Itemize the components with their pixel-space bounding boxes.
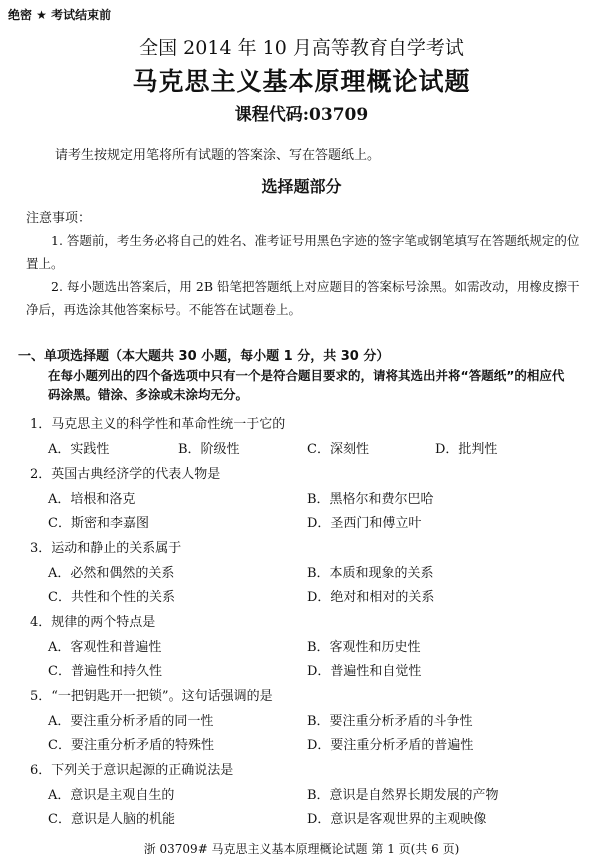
- option-b: B．要注重分析矛盾的斗争性: [307, 714, 473, 729]
- option-d: D．普遍性和自觉性: [307, 664, 422, 679]
- question-stem: 5．“一把钥匙开一把锁”。这句话强调的是: [30, 689, 273, 704]
- option-b: B．意识是自然界长期发展的产物: [307, 788, 499, 803]
- option-c: C．普遍性和持久性: [48, 664, 162, 679]
- section-description: 在每小题列出的四个备选项中只有一个是符合题目要求的，请将其选出并将“答题纸”的相应代码涂黑。错涂、多涂或未涂均无分。: [48, 368, 565, 402]
- part-title: 选择题部分: [261, 177, 342, 196]
- answer-instruction: 请考生按规定用笔将所有试题的答案涂、写在答题纸上。: [55, 148, 381, 163]
- course-code: 课程代码:03709: [234, 105, 369, 125]
- option-d: D．要注重分析矛盾的普遍性: [307, 738, 474, 753]
- question-stem: 1．马克思主义的科学性和革命性统一于它的: [30, 417, 286, 432]
- secret-label: 绝密 ★ 考试结束前: [8, 8, 112, 22]
- question-stem: 3．运动和静止的关系属于: [30, 541, 182, 556]
- exam-title: 全国 2014 年 10 月高等教育自学考试: [139, 37, 464, 59]
- option-b: B．本质和现象的关系: [307, 566, 434, 581]
- notes-title: 注意事项：: [26, 211, 92, 226]
- option-c: C．深刻性: [307, 442, 369, 457]
- question-stem: 4．规律的两个特点是: [30, 615, 156, 630]
- option-c: C．要注重分析矛盾的特殊性: [48, 738, 214, 753]
- option-c: C．意识是人脑的机能: [48, 812, 175, 827]
- question-stem: 6．下列关于意识起源的正确说法是: [30, 763, 234, 778]
- option-a: A．实践性: [48, 442, 110, 457]
- option-c: C．斯密和李嘉图: [48, 516, 149, 531]
- option-c: C．共性和个性的关系: [48, 590, 175, 605]
- option-b: B．客观性和历史性: [307, 640, 421, 655]
- option-a: A．意识是主观自生的: [48, 788, 175, 803]
- option-d: D．意识是客观世界的主观映像: [307, 812, 487, 827]
- option-a: A．客观性和普遍性: [48, 640, 162, 655]
- section-title: 一、单项选择题（本大题共 30 小题，每小题 1 分，共 30 分）: [18, 349, 390, 364]
- option-b: B．黑格尔和费尔巴哈: [307, 492, 434, 507]
- option-d: D．圣西门和傅立叶: [307, 516, 422, 531]
- option-d: D．绝对和相对的关系: [307, 590, 435, 605]
- option-a: A．必然和偶然的关系: [48, 566, 175, 581]
- option-b: B．阶级性: [178, 442, 240, 457]
- note-item: 1. 答题前，考生务必将自己的姓名、准考证号用黑色字迹的签字笔或钢笔填写在答题纸规定的位置上。: [26, 233, 580, 271]
- option-a: A．培根和洛克: [48, 492, 136, 507]
- page-footer: 浙 03709# 马克思主义基本原理概论试题 第 1 页(共 6 页): [143, 842, 460, 856]
- option-d: D．批判性: [435, 442, 498, 457]
- note-item: 2. 每小题选出答案后，用 2B 铅笔把答题纸上对应题目的答案标号涂黑。如需改动，用橡皮擦干净后，再选涂其他答案标号。不能答在试题卷上。: [26, 279, 580, 317]
- paper-title: 马克思主义基本原理概论试题: [132, 67, 471, 96]
- option-a: A．要注重分析矛盾的同一性: [48, 714, 214, 729]
- question-stem: 2．英国古典经济学的代表人物是: [30, 467, 221, 482]
